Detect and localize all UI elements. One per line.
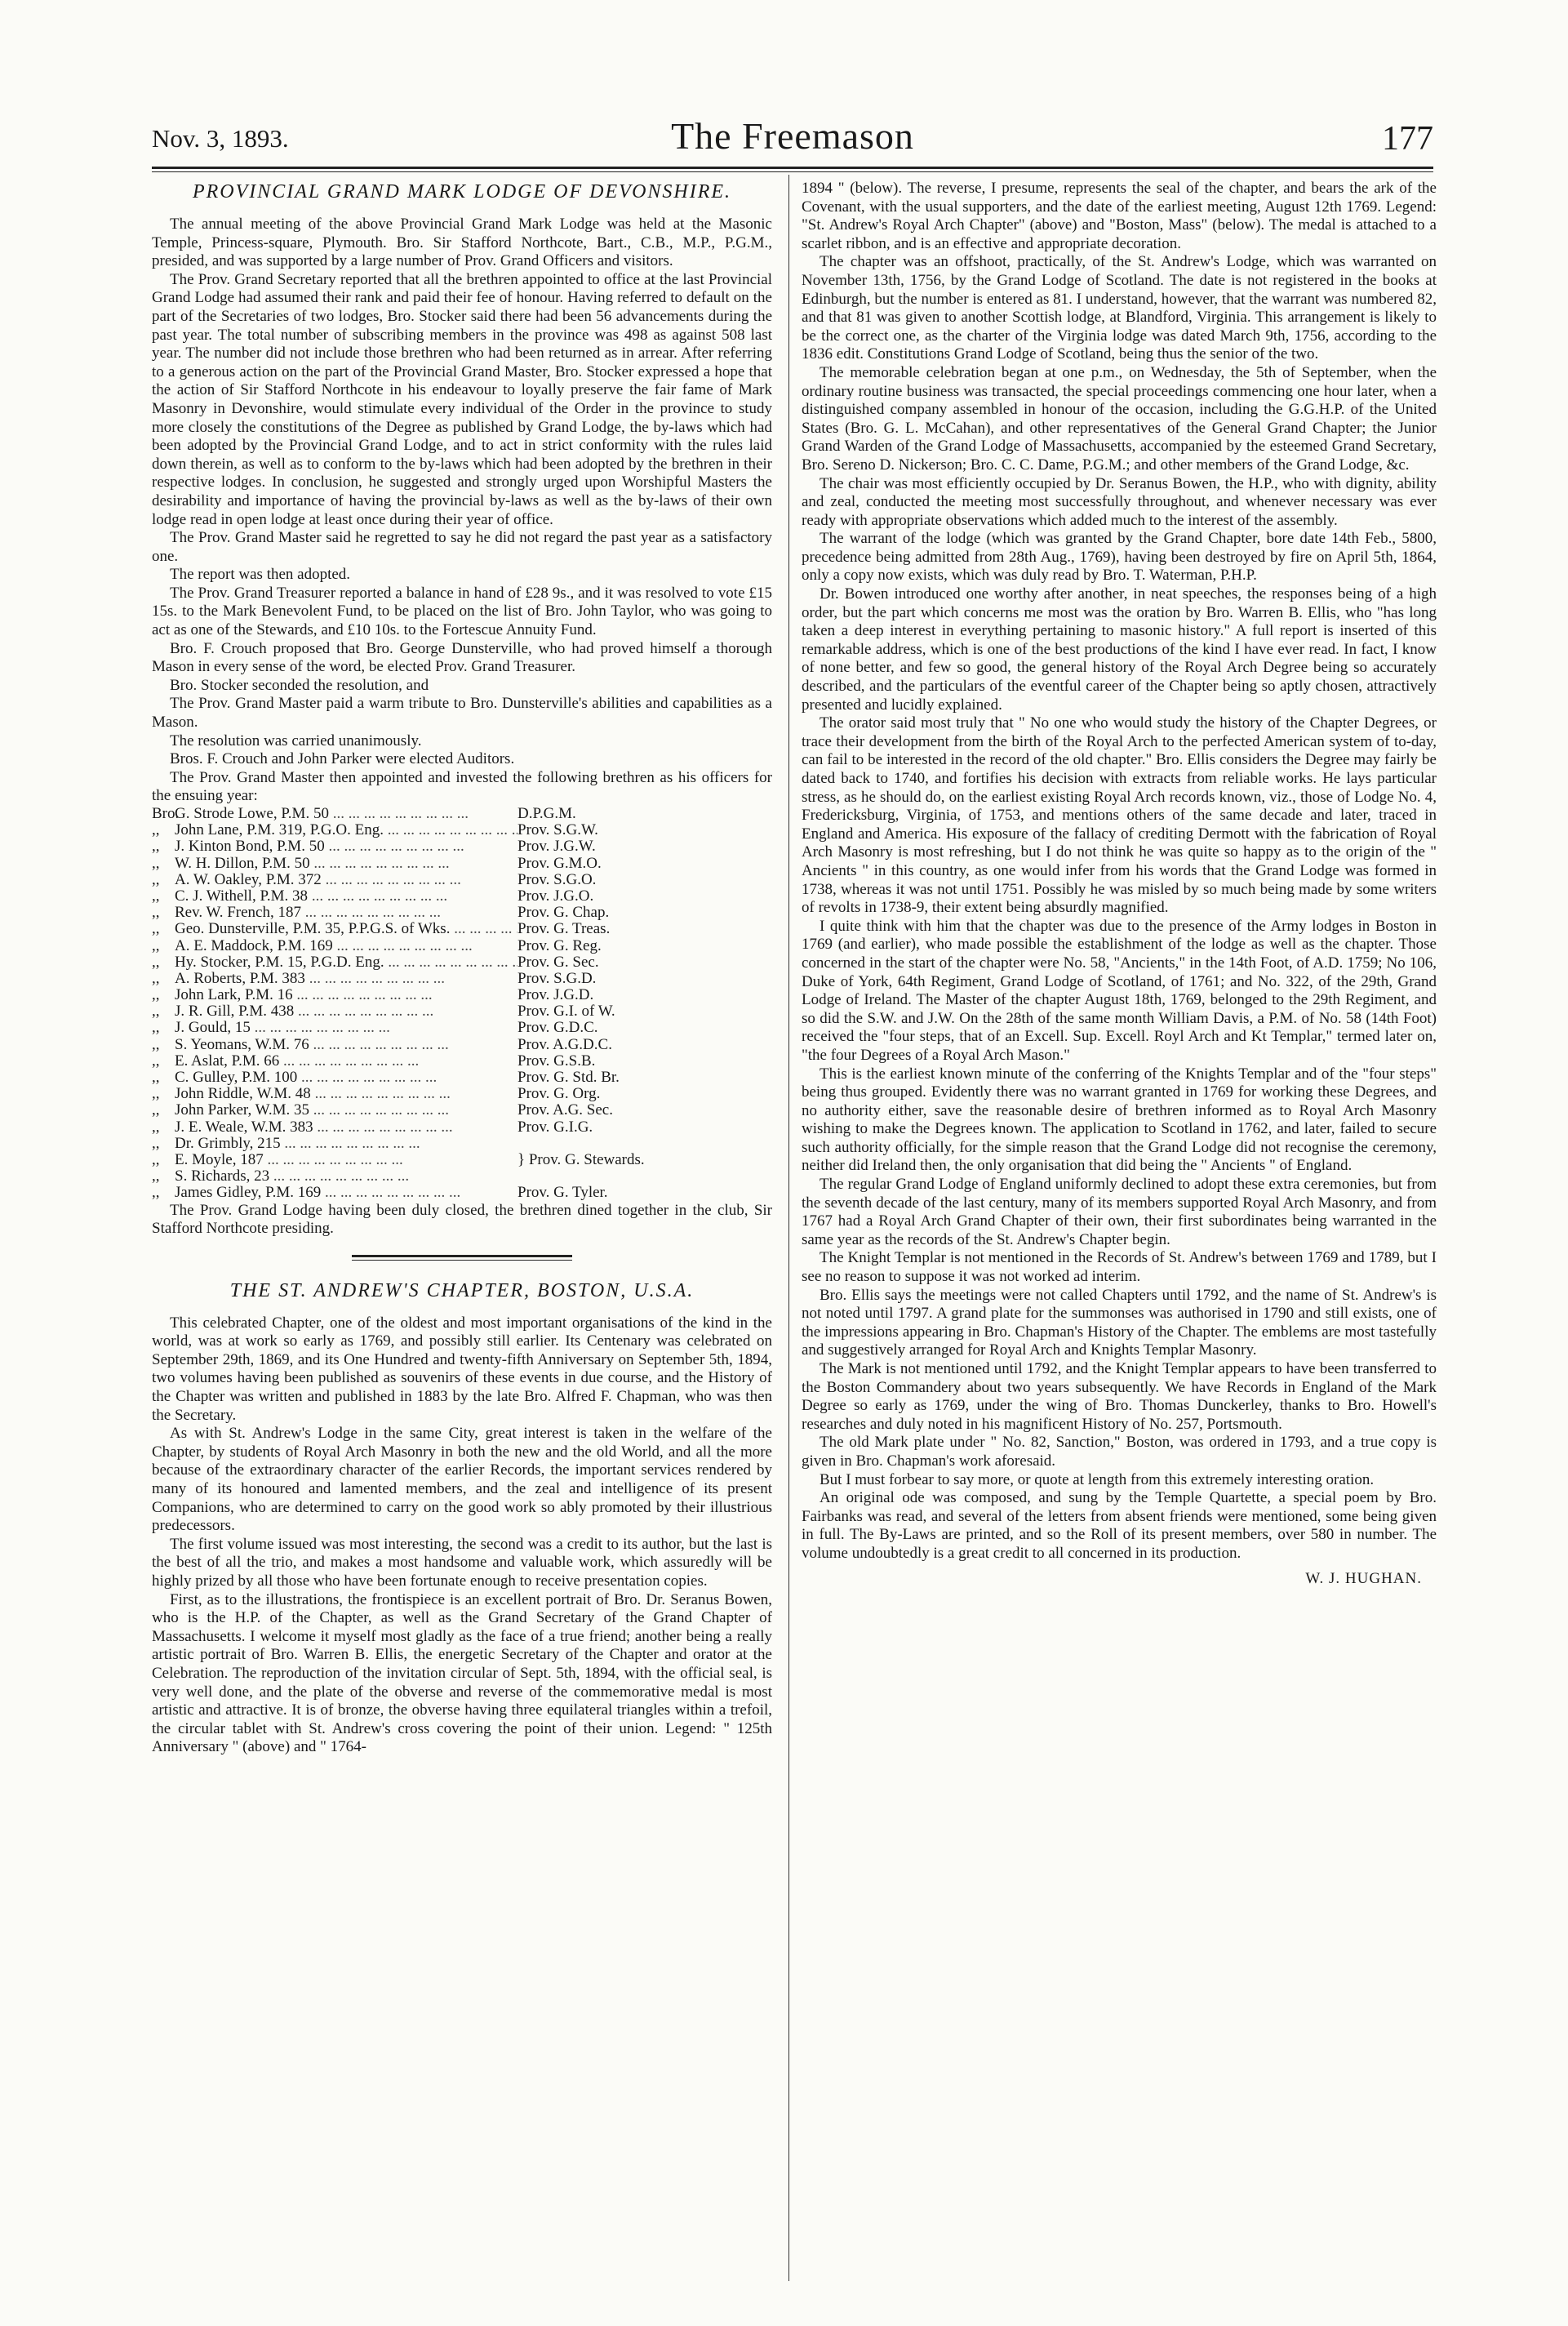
officer-office: Prov. G.M.O. <box>517 854 602 872</box>
officer-name: Hy. Stocker, P.M. 15, P.G.D. Eng. ... . <box>175 954 517 971</box>
officer-row <box>152 856 772 872</box>
officer-office: Prov. G.D.C. <box>517 1019 598 1037</box>
officer-name: Dr. Grimbly, 215 ... . <box>175 1136 517 1152</box>
officer-office: Prov. S.G.D. <box>517 969 597 987</box>
paragraph: 1894 " (below). The reverse, I presume, represents the seal of the chapter, and bears the ark of the Covenant, with the usual supporters, and the date of the earliest meeting, August 12th 1769. Legend: "St. Andrew's Royal Arch Chapter" (above) and "Boston, Mass" (below). The medal is attached to a scarlet ribbon, and is an effective and appropriate decoration. <box>802 180 1437 252</box>
officer-row <box>152 954 772 971</box>
paragraph: The Prov. Grand Lodge having been duly closed, the brethren dined together in the club, Sir Stafford Northcote presiding. <box>152 1201 772 1238</box>
officer-prefix: ,, <box>152 1167 160 1185</box>
officer-office: Prov. J.G.O. <box>517 887 594 905</box>
officer-prefix: ,, <box>152 1150 160 1168</box>
paragraph: This is the earliest known minute of the conferring of the Knights Templar and of the "four steps" being thus grouped. Evidently there was no warrant granted in 1769 for working these Degrees, and no authority either, save the reasonable desire of brethren informed as to Royal Arch Masonry wishing to make the Degrees known. The application to Scotland in 1762, and later, failed to secure such authority officially, for the simple reason that the Grand Lodge did not recognise the ceremony, neither did Ireland then, the only organisation that did being the " Ancients " of England. <box>802 1065 1437 1175</box>
left-column <box>152 180 772 1757</box>
officer-office: } Prov. G. Stewards. <box>517 1150 645 1168</box>
officer-office: Prov. G. Std. Br. <box>517 1069 620 1086</box>
officer-row <box>152 1102 772 1119</box>
paragraph: The Prov. Grand Secretary reported that all the brethren appointed to office at the last Provincial Grand Lodge had assumed their rank and paid their fee of honour. Having referred to default on the part of the Secretaries of two lodges, Bro. Stocker said there had been 56 advancements during the past year. The total number of subscribing members in the province was 498 as against 508 last year. The number did not include those brethren who had been returned as in arrear. After referring to a generous action on the part of the Provincial Grand Master, Bro. Stocker expressed a hope that the action of Sir Stafford Northcote in his endeavour to loyally preserve the fair fame of Mark Masonry in Devonshire, would stimulate every individual of the Order in the province to study more closely the constitutions of the Degree as published by Grand Lodge, the by-laws which had been adopted by the Provincial Grand Lodge, and to act in strict conformity with the rules laid down therein, as well as to conform to the by-laws which had been adopted by the brethren in their respective lodges. In conclusion, he suggested and strongly urged upon Worshipful Masters the desirability and importance of having the provincial by-laws as well as the by-laws of their own lodge read in open lodge at least once during their year of office. <box>152 270 772 528</box>
paragraph: The orator said most truly that " No one who would study the history of the Chapter Degrees, or trace their development from the birth of the Royal Arch to the perfected American system of to-day, can fail to be interested in the record of the old chapter." Bro. Ellis considers the Degree may fairly be dated back to 1740, and fortifies his decision with extracts from reliable works. He lays particular stress, as he should do, on the earliest existing Royal Arch records known, viz., those of Lodge No. 4, Fredericksburg, Virginia, of 1753, and mentions others of the same decade and later, traced in England and America. His exposure of the fallacy of crediting Dermott with the fabrication of Royal Arch Masonry is most refreshing, but I do not think he was quite so happy as to the origin of the " Ancients " in this country, as one would infer from his words that the Grand Lodge was formed in 1738, whereas it was not until 1751. Possibly he was misled by so much being made by some writers of revolts in 1738-9, their extent being absurdly magnified. <box>802 714 1437 917</box>
issue-date: Nov. 3, 1893. <box>152 124 289 153</box>
officer-name: John Lark, P.M. 16 ... . <box>175 987 517 1003</box>
officer-name: A. W. Oakley, P.M. 372 ... . <box>175 872 517 888</box>
officer-name: S. Richards, 23 ... . <box>175 1168 517 1185</box>
paragraph: The old Mark plate under " No. 82, Sanction," Boston, was ordered in 1793, and a true copy is given in Bro. Chapman's work aforesaid. <box>802 1434 1437 1470</box>
paragraph: The first volume issued was most interesting, the second was a credit to its author, but the last is the best of all the trio, and makes a most handsome and valuable work, which assuredly will be highly prized by all those who have been fortunate enough to receive presentation copies. <box>152 1535 772 1590</box>
paragraph: The Prov. Grand Master said he regretted to say he did not regard the past year as a satisfactory one. <box>152 529 772 565</box>
officer-name: C. J. Withell, P.M. 38 ... . <box>175 888 517 905</box>
paragraph: Bro. F. Crouch proposed that Bro. George Dunsterville, who had proved himself a thorough Mason in every sense of the word, be elected Prov. Grand Treasurer. <box>152 639 772 676</box>
author-signature: W. J. HUGHAN. <box>1305 1569 1422 1587</box>
officer-row <box>152 822 772 838</box>
paragraph: The annual meeting of the above Provincial Grand Mark Lodge was held at the Masonic Temple, Princess-square, Plymouth. Bro. Sir Stafford Northcote, Bart., C.B., M.P., P.G.M., presided, and was supported by a large number of Prov. Grand Officers and visitors. <box>152 216 772 270</box>
officer-prefix: ,, <box>152 936 160 954</box>
officer-name: J. Kinton Bond, P.M. 50 ... . <box>175 838 517 855</box>
paragraph: I quite think with him that the chapter was due to the presence of the Army lodges in Boston in 1769 (and earlier), who made possible the establishment of the lodge as well as the chapter. Those concerned in the start of the chapter were No. 58, "Ancients," in the 14th Foot, of A.D. 1759; No 106, Duke of York, 64th Regiment, Grand Lodge of Scotland, of 1761; and No. 322, of the 29th, Grand Lodge of Ireland. The Master of the chapter August 18th, 1769, belonged to the 29th Regiment, and so did the S.W. and J.W. On the 28th of the same month William Davis, a P.M. of No. 58 (14th Foot) received the "four steps, that of an Excell. Sup. Excell. Royl Arch and Kt Templar," termed later on, "the four Degrees of a Royal Arch Mason." <box>802 917 1437 1064</box>
paragraph: The Knight Templar is not mentioned in the Records of St. Andrew's between 1769 and 1789, but I see no reason to suppose it was not worked ad interim. <box>802 1249 1437 1286</box>
officer-prefix: ,, <box>152 1052 160 1070</box>
officer-office: Prov. G.I. of W. <box>517 1003 615 1021</box>
officer-name: E. Moyle, 187 ... . <box>175 1152 517 1168</box>
officer-name: E. Aslat, P.M. 66 ... . <box>175 1053 517 1070</box>
paragraph: But I must forbear to say more, or quote at length from this extremely interesting oration. <box>820 1470 1375 1488</box>
officer-name: W. H. Dillon, P.M. 50 ... . <box>175 856 517 872</box>
column-separator <box>788 175 789 2281</box>
officer-row <box>152 1152 772 1168</box>
officer-name: John Parker, W.M. 35 ... . <box>175 1102 517 1119</box>
officer-prefix: ,, <box>152 904 160 922</box>
officer-office: Prov. G. Tyler. <box>517 1184 608 1202</box>
officer-office: Prov. G. Org. <box>517 1085 601 1103</box>
officer-prefix: ,, <box>152 887 160 905</box>
officer-row <box>152 872 772 888</box>
officer-office: Prov. G. Reg. <box>517 936 602 954</box>
officer-row <box>152 1003 772 1020</box>
officer-prefix: ,, <box>152 953 160 971</box>
officer-prefix: ,, <box>152 1184 160 1202</box>
officer-row <box>152 1053 772 1070</box>
officer-office: Prov. G.S.B. <box>517 1052 596 1070</box>
officer-name: C. Gulley, P.M. 100 ... . <box>175 1070 517 1086</box>
officer-row <box>152 938 772 954</box>
officer-office: Prov. G. Chap. <box>517 904 610 922</box>
officer-prefix: ,, <box>152 1134 160 1152</box>
officer-prefix: ,, <box>152 1085 160 1103</box>
officer-name: James Gidley, P.M. 169 ... . <box>175 1185 517 1201</box>
officer-row <box>152 971 772 987</box>
officer-row <box>152 1070 772 1086</box>
officer-prefix: ,, <box>152 821 160 839</box>
officer-office: Prov. G. Sec. <box>517 953 599 971</box>
paragraph: The memorable celebration began at one p.m., on Wednesday, the 5th of September, when the ordinary routine business was transacted, the special proceedings commencing one hour later, when a distinguished company assembled in honour of the occasion, including the G.G.H.P. of the United States (Bro. G. L. McCahan), and other representatives of the General Grand Chapter; the Junior Grand Warden of the Grand Lodge of Massachusetts, accompanied by the esteemed Grand Secretary, Bro. Sereno D. Nickerson; Bro. C. C. Dame, P.G.M.; and other members of the Grand Lodge, &c. <box>802 363 1437 474</box>
officer-office: Prov. S.G.O. <box>517 870 597 888</box>
officer-row <box>152 1020 772 1036</box>
paragraph: Dr. Bowen introduced one worthy after another, in neat speeches, the responses being of a high order, but the part which concerns me most was the oration by Bro. Warren B. Ellis, who "has long taken a deep interest in everything pertaining to masonic history." A full report is inserted of this remarkable address, which is one of the best productions of the kind I have ever read. In fact, I know of none better, and few so good, the general history of the Royal Arch Degree being so accurately described, and the particulars of the eventful career of the Chapter being so aptly chosen, attractively presented and lucidly explained. <box>802 585 1437 714</box>
paragraph: Bros. F. Crouch and John Parker were elected Auditors. <box>170 750 515 768</box>
paragraph: Bro. Stocker seconded the resolution, and <box>170 676 429 694</box>
officer-office: Prov. A.G. Sec. <box>517 1101 613 1119</box>
article-heading-provincial: PROVINCIAL GRAND MARK LODGE OF DEVONSHIRE. <box>192 181 732 202</box>
paragraph: The regular Grand Lodge of England uniformly declined to adopt these extra ceremonies, but from the seventh decade of the last century, many of its members supported Royal Arch Masonry, and from 1767 had a Royal Arch Grand Chapter of their own, their first subordinates being warranted in the same year as the records of the St. Andrew's Chapter begin. <box>802 1176 1437 1248</box>
article-heading-st-andrews: THE ST. ANDREW'S CHAPTER, BOSTON, U.S.A. <box>229 1279 695 1301</box>
officer-prefix: ,, <box>152 870 160 888</box>
officer-row <box>152 905 772 921</box>
officer-row <box>152 1086 772 1102</box>
officer-prefix: ,, <box>152 1003 160 1021</box>
officer-row <box>152 1168 772 1185</box>
officer-row <box>152 921 772 937</box>
officer-prefix: ,, <box>152 986 160 1004</box>
paragraph: The resolution was carried unanimously. <box>170 732 422 749</box>
officer-row <box>152 1136 772 1152</box>
officer-prefix: ,, <box>152 920 160 938</box>
officer-prefix: ,, <box>152 1118 160 1136</box>
officer-name: A. E. Maddock, P.M. 169 ... . <box>175 938 517 954</box>
masthead <box>152 114 1433 162</box>
officer-office: Prov. J.G.W. <box>517 838 596 856</box>
officer-prefix: ,, <box>152 838 160 856</box>
officer-row <box>152 838 772 855</box>
officer-row <box>152 1185 772 1201</box>
officer-prefix: ,, <box>152 854 160 872</box>
header-rule <box>152 167 1433 169</box>
paper-title: The Freemason <box>671 115 914 157</box>
officer-row <box>152 1037 772 1053</box>
paragraph: The report was then adopted. <box>170 566 351 584</box>
paragraph: Bro. Ellis says the meetings were not called Chapters until 1792, and the name of St. Andrew's is not noted until 1797. A grand plate for the summonses was authorised in 1790 and still exists, one of the impressions appearing in Bro. Chapman's History of the Chapter. The emblems are most tastefully and suggestively arranged for Royal Arch and Knights Templar Masonry. <box>802 1286 1437 1359</box>
page-number: 177 <box>1382 120 1433 158</box>
paragraph: The Prov. Grand Treasurer reported a balance in hand of £28 9s., and it was resolved to vote £15 15s. to the Mark Benevolent Fund, to be placed on the list of Bro. John Taylor, who was going to act as one of the Stewards, and £10 10s. to the Fortescue Annuity Fund. <box>152 584 772 639</box>
officer-row <box>152 987 772 1003</box>
paragraph: The chapter was an offshoot, practically, of the St. Andrew's Lodge, which was warranted on November 13th, 1756, by the Grand Lodge of Scotland. The date is not registered in the books at Edinburgh, but the number is entered as 81. I understand, however, that the warrant was numbered 82, and that 81 was given to another Scottish lodge, at Blandford, Virginia. This arrangement is likely to be the correct one, as the charter of the Virginia lodge was dated March 9th, 1756, according to the 1836 edit. Constitutions Grand Lodge of Scotland, being thus the senior of the two. <box>802 253 1437 363</box>
paragraph: An original ode was composed, and sung by the Temple Quartette, a special poem by Bro. Fairbanks was read, and several of the letters from absent friends were mentioned, some being given in full. The By-Laws are printed, and so the Roll of its present members, over 580 in number. The volume undoubtedly is a great credit to all concerned in its production. <box>802 1489 1437 1562</box>
officer-name: John Riddle, W.M. 48 ... . <box>175 1086 517 1102</box>
officer-prefix: ,, <box>152 1019 160 1037</box>
officer-name: Geo. Dunsterville, P.M. 35, P.P.G.S. of Wks. ... . <box>175 921 517 937</box>
officer-row <box>152 888 772 905</box>
officer-name: J. Gould, 15 ... . <box>175 1020 517 1036</box>
officer-office: Prov. J.G.D. <box>517 986 594 1004</box>
officer-row <box>152 1119 772 1136</box>
officer-name: A. Roberts, P.M. 383 ... . <box>175 971 517 987</box>
paragraph: The warrant of the lodge (which was granted by the Grand Chapter, bore date 14th Feb., 5800, precedence being admitted from 28th Aug., 1769), having been destroyed by fire on April 5th, 1864, only a copy now exists, which was duly read by Bro. T. Waterman, P.H.P. <box>802 530 1437 585</box>
officer-prefix: ,, <box>152 1069 160 1086</box>
officer-office <box>517 1136 746 1152</box>
paragraph: As with St. Andrew's Lodge in the same City, great interest is taken in the welfare of the Chapter, by students of Royal Arch Masonry in both the new and the old World, and all the more because of the extraordinary character of the earlier Records, the important services rendered by many of its honoured and lamented members, and the zeal and intelligence of its present Companions, who are determined to carry on the good work so ably promoted by their illustrious predecessors. <box>152 1425 772 1535</box>
officer-office: Prov. G. Treas. <box>517 920 611 938</box>
paragraph: First, as to the illustrations, the frontispiece is an excellent portrait of Bro. Dr. Seranus Bowen, who is the H.P. of the Chapter, as well as the Grand Secretary of the Grand Chapter of Massachusetts. I welcome it myself most gladly as the face of a true friend; another being a really artistic portrait of Bro. Warren B. Ellis, the energetic Secretary of the Chapter and orator at the Celebration. The reproduction of the invitation circular of Sept. 5th, 1894, with the official seal, is very well done, and the plate of the obverse and reverse of the commemorative medal is most artistic and attractive. It is of bronze, the obverse having three equilateral triangles within a trefoil, the circular tablet with St. Andrew's cross covering the point of their union. Legend: " 125th Anniversary " (above) and " 1764- <box>152 1590 772 1756</box>
officer-row <box>152 806 772 822</box>
paragraph: This celebrated Chapter, one of the oldest and most important organisations of the kind in the world, was at work so early as 1769, and possibly still earlier. Its Centenary was celebrated on September 29th, 1869, and its One Hundred and twenty-fifth Anniversary on September 5th, 1894, two volumes having been published as souvenirs of these events in due course, and the History of the Chapter was written and published in 1883 by the late Bro. Alfred F. Chapman, who was then the Secretary. <box>152 1314 772 1424</box>
paragraph: The Prov. Grand Master paid a warm tribute to Bro. Dunsterville's abilities and capabilities as a Mason. <box>152 695 772 732</box>
officer-name: J. R. Gill, P.M. 438 ... . <box>175 1003 517 1020</box>
paragraph: The Mark is not mentioned until 1792, and the Knight Templar appears to have been transferred to the Boston Commandery about two years subsequently. We have Records in England of the Mark Degree so early as 1769, under the wing of Bro. Thomas Dunckerley, thanks to Bro. Howell's researches and duly noted in his magnificent History of No. 257, Portsmouth. <box>802 1360 1437 1433</box>
right-column <box>802 180 1437 1588</box>
paragraph: The Prov. Grand Master then appointed and invested the following brethren as his officers for the ensuing year: <box>152 768 772 805</box>
officer-office: Prov. G.I.G. <box>517 1118 593 1136</box>
officer-prefix: ,, <box>152 1035 160 1053</box>
officer-prefix: ,, <box>152 1101 160 1119</box>
article-divider <box>352 1255 572 1261</box>
officer-name: S. Yeomans, W.M. 76 ... . <box>175 1037 517 1053</box>
officer-name: John Lane, P.M. 319, P.G.O. Eng. ... . <box>175 822 517 838</box>
officer-office <box>517 1168 746 1185</box>
officer-name: J. E. Weale, W.M. 383 ... . <box>175 1119 517 1136</box>
officer-name: G. Strode Lowe, P.M. 50 ... . <box>175 806 517 822</box>
officers-list <box>152 806 772 1202</box>
officer-prefix: Bro. <box>152 805 180 822</box>
officer-office: D.P.G.M. <box>517 805 576 822</box>
officer-name: Rev. W. French, 187 ... . <box>175 905 517 921</box>
officer-office: Prov. S.G.W. <box>517 821 598 839</box>
paragraph: The chair was most efficiently occupied by Dr. Seranus Bowen, the H.P., who with dignity, ability and zeal, conducted the meeting most successfully throughout, and whenever necessary was ever ready with appropriate observations which added much to the interest of the assembly. <box>802 474 1437 529</box>
header-rule-thin <box>152 171 1433 172</box>
officer-prefix: ,, <box>152 969 160 987</box>
officer-office: Prov. A.G.D.C. <box>517 1035 612 1053</box>
